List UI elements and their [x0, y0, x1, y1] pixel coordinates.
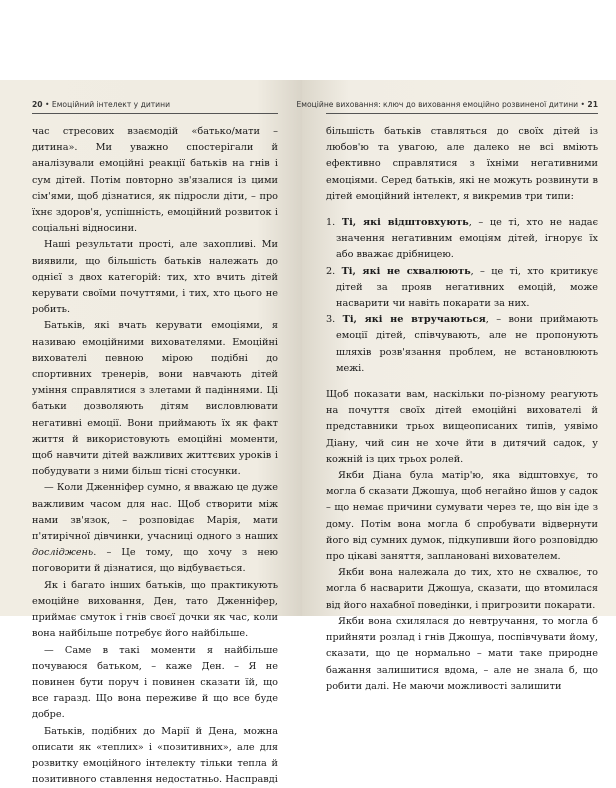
- left-paragraph-3: — Коли Дженніфер сумно, я вважаю це дуже важливим часом для нас. Щоб створити між нами зв'язок, – розповідає Марія, мати п'ятирічної дівчинки, учасниці одного з наших досліджень. – Це тому, що хочу з нею поговорити й дізнатися, що відбувається.: [32, 482, 278, 575]
- left-paragraph-0: час стресових взаємодій «батько/мати – дитина». Ми уважно спостерігали й аналізували емоційні реакції батьків на гнів і сум дітей. Потім повторно зв'язалися із цими сім'ями, щоб дізнатися, як підросли діти, – про їхнє здоров'я, успішність, емоційний розвиток і соціальні відносини.: [32, 126, 278, 235]
- left-page-number: 20: [32, 100, 43, 109]
- right-paragraph-3: 2. Ті, які не схвалюють, – це ті, хто критикує дітей за прояв негативних емоцій, може насварити чи навіть покарати за них.: [326, 265, 598, 310]
- right-header-separator: •: [580, 100, 588, 109]
- right-page: [296, 80, 616, 692]
- right-page-body: [326, 124, 598, 695]
- right-header-rule: [326, 113, 598, 114]
- right-paragraph-8: Якби вона належала до тих, хто не схвалює, то могла б насварити Джошуа, сказати, що втомилася від його нахабної поведінки, і пригрозити покарати.: [326, 567, 598, 611]
- left-paragraph-6: Батьків, подібних до Марії й Дена, можна описати як «теплих» і «позитивних», але для розвитку емоційного інтелекту тільки тепла й позитивного ставлення недостатньо. Насправді: [32, 725, 278, 786]
- right-paragraph-9: Якби вона схилялася до невтручання, то могла б прийняти розлад і гнів Джошуа, поспівчувати йому, сказати, що це нормально – мати таке природне бажання залишитися вдома, – але не знала б, що робити далі. Не маючи можливості залишити: [326, 615, 598, 692]
- right-paragraph-0: більшість батьків ставляться до своїх дітей із любов'ю та увагою, але далеко не всі вміють ефективно справлятися з їхніми негативними емоціями. Серед батьків, які не можуть розвинути в дітей емоційний інтелект, я викремив три типи:: [326, 126, 598, 202]
- right-page-number: 21: [587, 100, 598, 109]
- right-page-header: [296, 100, 598, 109]
- left-running-title: Емоційний інтелект у дитини: [51, 100, 171, 109]
- right-paragraph-1: [326, 205, 598, 215]
- right-running-title: Емоційне виховання: ключ до виховання емоційно розвиненої дитини: [296, 100, 579, 109]
- right-paragraph-2: 1. Ті, які відштовхують, – це ті, хто не надає значення негативним емоціям дітей, ігнорує їх або вважає дрібницею.: [326, 217, 598, 261]
- left-page-header: [32, 100, 170, 109]
- right-paragraph-6: Щоб показати вам, наскільки по-різному реагують на почуття своїх дітей емоційні вихователі й представники трьох вищеописаних типів, уявімо Діану, чий син не хоче йти в дитячий садок, у кожній із цих трьох ролей.: [326, 389, 598, 465]
- left-page-body: [32, 124, 278, 788]
- left-paragraph-1: Наші результати прості, але захопливі. Ми виявили, що більшість батьків належать до однієї з двох категорій: тих, хто вчить дітей керувати своїми почуттями, і тих, хто цього не робить.: [32, 239, 278, 316]
- right-paragraph-7: Якби Діана була матір'ю, яка відштовхує, то могла б сказати Джошуа, щоб негайно йшов у садок – що немає причини сумувати через те, що він іде з дому. Потім вона могла б спробувати відвернути його від сумних думок, підкупивши його розповіддю про цікаві заняття, заплановані вихователем.: [326, 470, 598, 563]
- left-paragraph-2: Батьків, які вчать керувати емоціями, я називаю емоційними вихователями. Емоційні вихователі певною мірою подібні до спортивних тренерів, вони навчають дітей уміння справлятися з злетами й падіннями. Ці батьки дозволяють дітям висловлювати негативні емоції. Вони приймають їх як факт життя й використовують емоційні моменти, щоб навчити дітей важливих життєвих уроків і побудувати з ними більш тісні стосунки.: [32, 320, 278, 478]
- left-paragraph-5: — Саме в такі моменти я найбільше почуваюся батьком, – каже Ден. – Я не повинен бути поруч і повинен сказати їй, що все гаразд. Що вона переживе й що все буде добре.: [32, 644, 278, 721]
- left-paragraph-4: Як і багато інших батьків, що практикують емоційне виховання, Ден, тато Дженніфер, приймає смуток і гнів своєї дочки як час, коли вона найбільше потребує його найбільше.: [32, 579, 278, 640]
- right-paragraph-4: 3. Ті, які не втручаються, – вони приймають емоції дітей, співчувають, але не пропонують шляхів розв'язання проблем, не встановлюють межі.: [326, 314, 599, 374]
- right-paragraph-5: [326, 377, 598, 387]
- left-header-rule: [32, 113, 278, 114]
- left-header-separator: •: [45, 100, 52, 109]
- left-page: [0, 80, 302, 786]
